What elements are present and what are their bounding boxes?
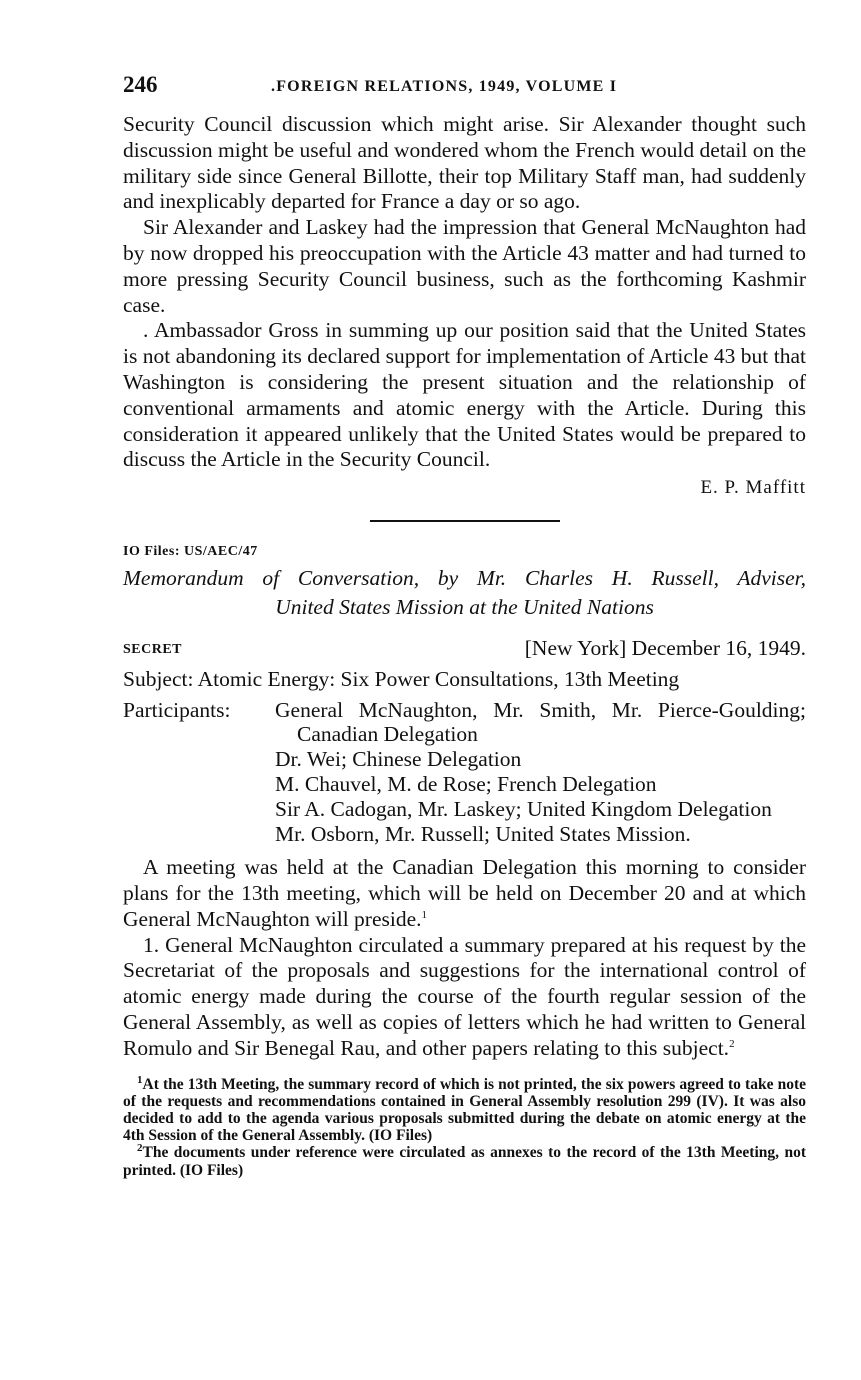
meeting-paragraph: [123, 855, 806, 932]
footnotes: [123, 1073, 806, 1179]
footnote-mark: 1: [137, 1073, 143, 1086]
dateline: [123, 636, 806, 666]
document-page: [123, 72, 806, 1179]
participant-entry: General McNaughton, Mr. Smith, Mr. Pierce-Goulding; Canadian Delegation: [275, 698, 806, 747]
footnote-text: The documents under reference were circulated as annexes to the record of the 13th Meeting, not printed. (IO Files): [123, 1144, 806, 1179]
body-paragraph-1: Security Council discussion which might arise. Sir Alexander thought such discussion might be useful and wondered whom the French would detail on the military side since General Billotte, their top Military Staff man, had suddenly and inexplicably departed for France a day or so ago.: [123, 112, 806, 214]
signature: E. P. Maffitt: [700, 477, 806, 499]
body-paragraph-3: . Ambassador Gross in summing up our position said that the United States is not abandoning its declared support for implementation of Article 43 but that Washington is considering the present situation and the relationship of conventional armaments and atomic energy with the Article. During this consideration it appeared unlikely that the United States would be prepared to discuss the Article in the Security Council.: [123, 318, 806, 472]
footnote-ref-2[interactable]: 2: [729, 1037, 735, 1050]
memo-title-line-2: United States Mission at the United Nations: [275, 595, 654, 620]
page-header: [123, 72, 806, 112]
participant-entry: Sir A. Cadogan, Mr. Laskey; United Kingdom Delegation: [275, 797, 772, 822]
item-1-text: 1. General McNaughton circulated a summary prepared at his request by the Secretariat of the proposals and suggestions for the international control of atomic energy made during the course of the fourth regular session of the General Assembly, as well as copies of letters which he had written to General Romulo and Sir Benegal Rau, and other papers relating to this subject.: [123, 932, 806, 1060]
place-date: [New York] December 16, 1949.: [524, 636, 806, 661]
participant-entry: M. Chauvel, M. de Rose; French Delegation: [275, 772, 657, 797]
section-divider: [370, 520, 560, 522]
footnote-2: [123, 1144, 806, 1178]
memo-title-line-1: Memorandum of Conversation, by Mr. Charles H. Russell, Adviser,: [123, 566, 806, 591]
running-head: .FOREIGN RELATIONS, 1949, VOLUME I: [271, 78, 618, 95]
item-1-paragraph: [123, 933, 806, 1062]
footnote-mark: 2: [137, 1142, 143, 1155]
footnote-1: [123, 1073, 806, 1145]
participant-entry: Dr. Wei; Chinese Delegation: [275, 747, 522, 772]
participant-entry: Mr. Osborn, Mr. Russell; United States Mission.: [275, 822, 691, 847]
classification-label: SECRET: [123, 642, 183, 658]
page-number: 246: [123, 72, 158, 97]
meeting-paragraph-text: A meeting was held at the Canadian Delegation this morning to consider plans for the 13th meeting, which will be held on December 20 and at which General McNaughton will preside.: [123, 855, 806, 931]
participants-label: Participants:: [123, 698, 231, 723]
file-reference: IO Files: US/AEC/47: [123, 544, 258, 560]
footnote-text: At the 13th Meeting, the summary record of which is not printed, the six powers agreed to take note of the requests and recommendations contained in General Assembly resolution 299 (IV). It was also decided to add to the agenda various proposals submitted during the debate on atomic energy at the 4th Session of the General Assembly. (IO Files): [123, 1075, 806, 1145]
participants-list: [275, 698, 806, 847]
body-paragraph-2: Sir Alexander and Laskey had the impression that General McNaughton had by now dropped his preoccupation with the Article 43 matter and had turned to more pressing Security Council business, such as the forthcoming Kashmir case.: [123, 215, 806, 317]
footnote-ref-1[interactable]: 1: [421, 908, 428, 921]
memo-title: [123, 564, 806, 622]
subject-line: Subject: Atomic Energy: Six Power Consultations, 13th Meeting: [123, 667, 680, 692]
participants-block: [123, 698, 806, 847]
